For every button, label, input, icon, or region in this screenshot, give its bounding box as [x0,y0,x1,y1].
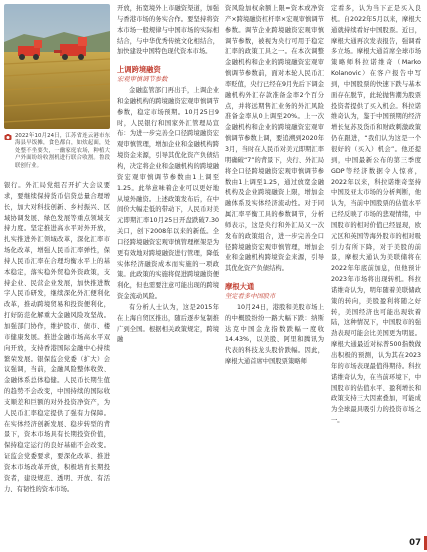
column-4 [331,4,421,427]
body-paragraph: 开放，拓宽境外上市融资渠道，加强与香港市场的务实合作。要坚持将资本市场一般规律与中国市场的实际相结合，与中华优秀传统文化相结合，加快建设中国特色现代资本市场。 [117,5,219,56]
harvest-field-image [4,4,110,129]
camera-icon [4,133,12,141]
body-paragraph: 10月24日，港股和美股市场上的中概股纷纷一路大幅下跌：纳斯达克中国金龙指数跌幅一度收14.43%，以美股、阿里和腾讯为代表的科技龙头股价跌幅。因此，摩根大通首席中国股票策略师 [225,303,324,366]
column-1 [4,4,110,496]
section-subheading: 宏观审慎调节参数 [117,76,168,84]
column-3 [225,4,324,368]
page-number: 07 [409,538,421,548]
section-heading: 上调跨境融资 [117,65,161,75]
body-paragraph: 金融监管部门再出手，上调企业和金融机构的跨境融资宏观审慎调节参数，稳定市场预期。10月25日9时，人民银行和国家外汇管理局宣布：为进一步完善全口径跨境融资宏观审慎管理，增加企业和金融机构跨境资金来源，引导其优化资产负债结构，决定将企业和金融机构的跨境融资宏观审慎调节参数由1上调至1.25。此举意味着企业可以更好地从境外融资。上述政策发布后，在中间价大幅走低的带动下，人民币对美元即期汇率10月25日开盘跌破7.30关口，创下2008年以来的新低。全口径跨境融资宏观审慎管理框架是为更有效地对跨境融资进行管理，降低实体经济融资成本而实施的一项政策。此政策的实施将促进跨境融资便利化，但也需要注意可能出现的跨境资金流动风险。 [117,87,219,301]
photo-caption [4,133,110,170]
section-subheading: 坚定看多中国股市 [225,293,276,301]
body-paragraph: 银行。外汇局党组召开扩大会议要求，要继续保持货币信贷总量合理增长，加大对科技创新、乡村振兴、区域协调发展、绿色发展等重点领域支持力度。坚定推进高水平对外开放，扎实推进外汇领域改革，深化汇率市场化改革，增强人民币汇率弹性，保持人民币汇率在合理均衡水平上的基本稳定，落实稳外贸稳外资政策，支持企业、民营企业发展，加快推进数字人民币研发，继续深化外汇便利化改革，推动跨境贸易和投资便利化，打好防范化解重大金融风险攻坚战。加强部门协作，维护股市、债市、楼市健康发展。推进金融市场高水平双向开放，支持香港国际金融中心持续繁荣发展。银保监会党委（扩大）会议强调，当前，金融风险整体收敛、金融体系总体稳健。人民币长期生值的趋势不会改变，中国持续的国际收支顺差和巨额的对外投资净资产，为人民币汇率稳定提供了强有力保障。在实体经济创新发展、稳步转型的背景下，资本市场具有长期投资价值，保持稳定运行的良好基础不会改变。证监会党委要求，要深化改革、推进资本市场改革开放，积极培育长期投资者，建设规范、透明、开放、有活力、有韧性的资本市场。 [4,182,110,493]
news-photo [4,4,110,129]
photo-caption-text: 2022年10月24日，江苏省连云港市东海县早饭摊，食色都白，如炊起面，处处整不坐要失，一幽家庭农场，种植大户外面纷纷收割机进行联合收割。鲁段联创行业。 [15,133,110,169]
body-paragraph: 有分析人士认为，这是2015年在上海自贸区推出，随后逐步复制推广到全国。根据相关政策规定，跨境融 [117,303,219,344]
body-paragraph: 定看多，认为当下正是买入良机。自2022年5月以来，摩根大通就持续看好中国股票。近日，摩根大通再次发表报告，强调看多立场。摩根大通首席全球市场策略师科拉诺维奇（Marko Kolanovic）在客户报告中写到，中国股票的快速下跌与基本面存在脱节，此轮抛售潮为股票投资者提供了买入机会。科拉诺维奇认为，鉴于中国预期的经济增长复苏及货币和财政刺激政策仍在跟进，“我们认为这是一个很好的（买入）机会”。他还提到，中国最新公布的第三季度GDP等经济数据令人惊喜，2022年以来，科拉诺维奇坚持中国及亚太市场的分析判断，他认为，当前中国股票的估值水平已经反映了市场的悲观情绪，中国股市的相对价值已经显现，欧元区和英国等海外股市的相对吸引力有所下降，对于美股的前景，摩根大通认为美联储将在2022年年底前加息，但他预计2023年市场将出现转机。科拉诺维奇认为，明年随着美联储政策的转向，美股盈利将随之好转，美国经济也可能出现软着陆，这种情况下，中国股市的强劲表现可能会比美国更为明显。摩根大通最近对标普500指数做出积极的预测，认为其在2023年的市场表现最值得期待。科拉诺维奇认为，在当前环境下，中国股市的估值水平、盈利增长和政策支持三大因素叠加，可能成为全球最具吸引力的投资市场之一。 [331,5,421,425]
section-heading: 摩根大通 [225,282,255,292]
body-paragraph: 资风险加权余额上限=资本或净资产×跨境融资杠杆率×宏观审慎调节参数。调节企业跨境融资宏观审慎调节参数，被视为央行可用于稳定汇率的政策工具之一。在本次调整金融机构和企业的跨境融资宏观审慎调节参数前，面对本轮人民币汇率贬值，央行已经在9月先后下调金融机构外汇存款准备金率2个百分点，并将远期售汇业务的外汇风险准备金率从0上调至20%。上一次金融机构和企业的跨境融资宏观审慎调节参数上调，要追溯到2020年3月，当时在人民币对美元即期汇率明确破“7”的背景下，央行、外汇局将全口径跨境融资宏观审慎调节参数由1上调至1.25，通过放宽金融机构及企业跨境融资上限，增加金融体系及实体经济流动性。对于同属汇率平衡工具的参数调节，分析师表示，这是央行和外汇局又一次发布的政策组合，进一步完善全口径跨境融资宏观审慎管理，增加企业和金融机构跨境资金来源，引导其优化资产负债结构。 [225,5,324,273]
column-2 [117,4,219,346]
